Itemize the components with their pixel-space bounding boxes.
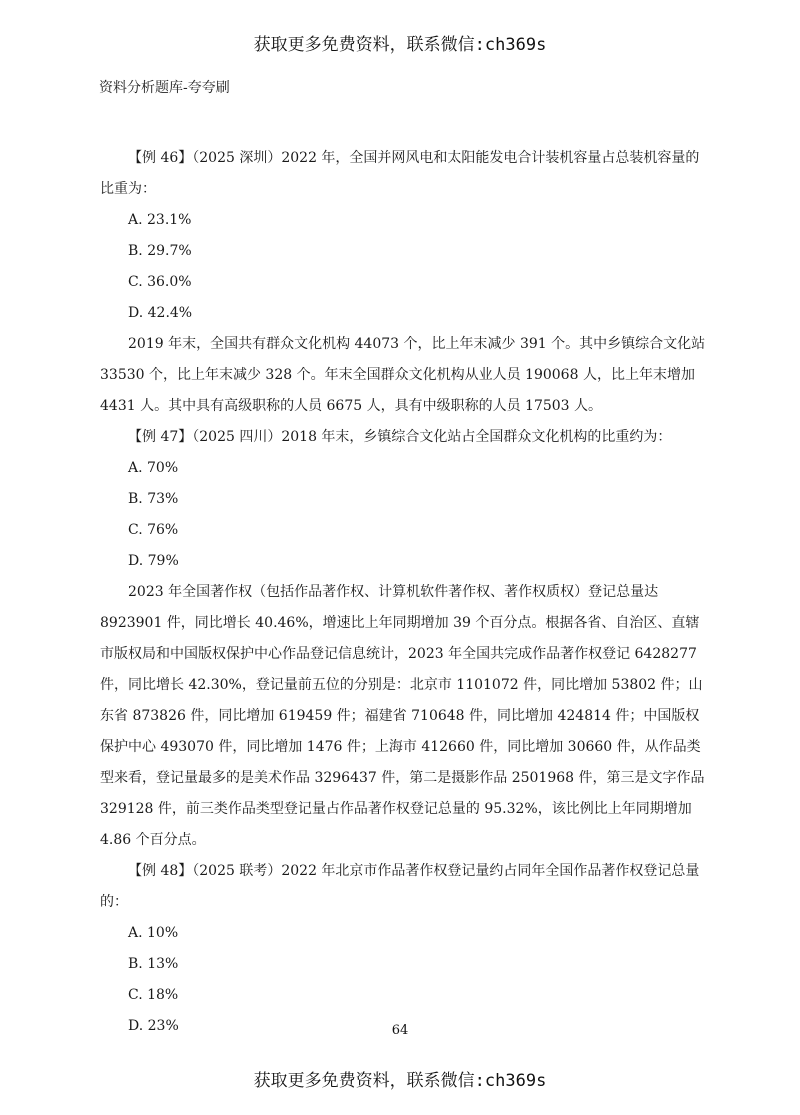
bottom-banner: 获取更多免费资料，联系微信:ch369s [253,1071,547,1091]
question-46-option-b: B. 29.7% [128,243,192,259]
question-48-option-b: B. 13% [128,956,179,972]
question-46-stem: 【例 46】（2025 深圳）2022 年，全国并网风电和太阳能发电合计装机容量占总装机容量的比重为： [100,150,700,197]
question-46-option-a: A. 23.1% [128,212,192,228]
question-47-stem: 【例 47】（2025 四川）2018 年末，乡镇综合文化站占全国群众文化机构的比重约为： [128,429,672,445]
material-paragraph-2023: 2023 年全国著作权（包括作品著作权、计算机软件著作权、著作权质权）登记总量达 8923901 件，同比增长 40.46%，增速比上年同期增加 39 个百分点。根据各省、自治区、直辖市版权局和中国版权保护中心作品登记信息统计，2023 年全国共完成作品著作权登记 6428277 件，同比增长 42.30%，登记量前五位的分别是：北京市 1101072 件，同比增加 53802 件；山东省 873826 件，同比增加 619459 件；福建省 710648 件，同比增加 424814 件；中国版权保护中心 493070 件，同比增加 1476 件；上海市 412660 件，同比增加 30660 件，从作品类型来看，登记量最多的是美术作品 3296437 件，第二是摄影作品 2501968 件，第三是文字作品 329128 件，前三类作品类型登记量占作品著作权登记总量的 95.32%，该比例比上年同期增加 4.86 个百分点。 [100,584,705,848]
question-47-option-b: B. 73% [128,491,179,507]
page-number: 64 [391,1023,409,1038]
material-paragraph-2019: 2019 年末，全国共有群众文化机构 44073 个，比上年末减少 391 个。其中乡镇综合文化站 33530 个，比上年末减少 328 个。年末全国群众文化机构从业人员 190068 人，比上年末增加 4431 人。其中具有高级职称的人员 6675 人，具有中级职称的人员 17503 人。 [100,336,706,414]
question-48-stem: 【例 48】（2025 联考）2022 年北京市作品著作权登记量约占同年全国作品著作权登记总量的： [100,863,700,910]
top-banner: 获取更多免费资料，联系微信:ch369s [253,35,547,55]
question-47-option-a: A. 70% [128,460,179,476]
question-47-option-c: C. 76% [128,522,179,538]
question-48-option-a: A. 10% [128,925,179,941]
question-48-option-c: C. 18% [128,987,179,1003]
page-content [100,143,708,1042]
question-48-option-d: D. 23% [128,1018,179,1034]
question-47-option-d: D. 79% [128,553,179,569]
question-46-option-c: C. 36.0% [128,274,192,290]
document-subtitle: 资料分析题库-夸夸刷 [99,80,230,96]
question-46-option-d: D. 42.4% [128,305,193,321]
